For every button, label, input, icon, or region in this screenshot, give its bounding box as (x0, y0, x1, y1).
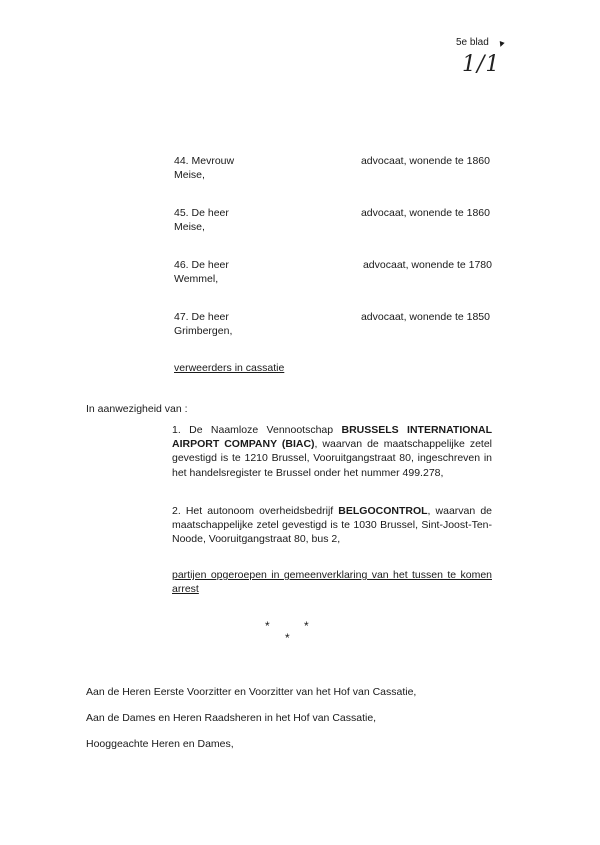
entity-prefix: 2. Het autonoom overheidsbedrijf (172, 505, 339, 517)
address-line: Aan de Heren Eerste Voorzitter en Voorzitter van het Hof van Cassatie, (86, 686, 417, 698)
party-occupation: advocaat, wonende te 1850 (360, 311, 490, 323)
separator-star: * (304, 619, 309, 633)
respondents-label: verweerders in cassatie (174, 362, 285, 374)
entity-prefix: 1. De Naamloze Vennootschap (172, 424, 342, 436)
party-city: Meise, (174, 169, 205, 182)
party-salutation: 45. De heer (174, 207, 229, 219)
party-salutation: 47. De heer (174, 311, 229, 323)
party-occupation: advocaat, wonende te 1780 (362, 259, 492, 271)
party-city: Grimbergen, (174, 325, 233, 338)
party-entry (174, 154, 490, 182)
separator-star: * (285, 631, 290, 645)
entity-name: BRUSSELS INTERNATIONAL AIRPORT COMPANY (BIAC) (172, 424, 492, 451)
party-occupation: advocaat, wonende te 1860 (360, 207, 490, 219)
salutation: Hooggeachte Heren en Dames, (86, 738, 234, 750)
party-occupation: advocaat, wonende te 1860 (360, 155, 490, 167)
entity-belgocontrol (172, 504, 492, 547)
entity-name: BELGOCONTROL (338, 505, 428, 517)
party-entry (174, 206, 490, 234)
party-entry (174, 258, 492, 286)
entity-biac (172, 423, 492, 480)
separator-star: * (265, 619, 270, 633)
party-entry (174, 310, 490, 338)
entity-details: , waarvan de maatschappelijke zetel gevestigd is te 1210 Brussel, Vooruitgangstraat 80, ingeschreven in het handelsregister te Brussel onder het nummer 499.278, (172, 438, 492, 479)
party-city: Meise, (174, 221, 205, 234)
party-salutation: 46. De heer (174, 259, 229, 271)
handwritten-page-mark: 1/1 (462, 52, 501, 77)
party-salutation: 44. Mevrouw (174, 155, 235, 167)
page-number-label: 5e blad (456, 37, 489, 48)
presence-label: In aanwezigheid van : (86, 403, 188, 415)
corner-mark-icon: ▼ (495, 37, 508, 51)
address-line: Aan de Dames en Heren Raadsheren in het Hof van Cassatie, (86, 712, 377, 724)
party-city: Wemmel, (174, 273, 219, 286)
entity-details: , waarvan de maatschappelijke zetel gevestigd is te 1030 Brussel, Sint-Joost-Ten-Noode, Vooruitgangstraat 80, bus 2, (172, 505, 492, 546)
called-parties-label: partijen opgeroepen in gemeenverklaring van het tussen te komen arrest (172, 569, 492, 596)
